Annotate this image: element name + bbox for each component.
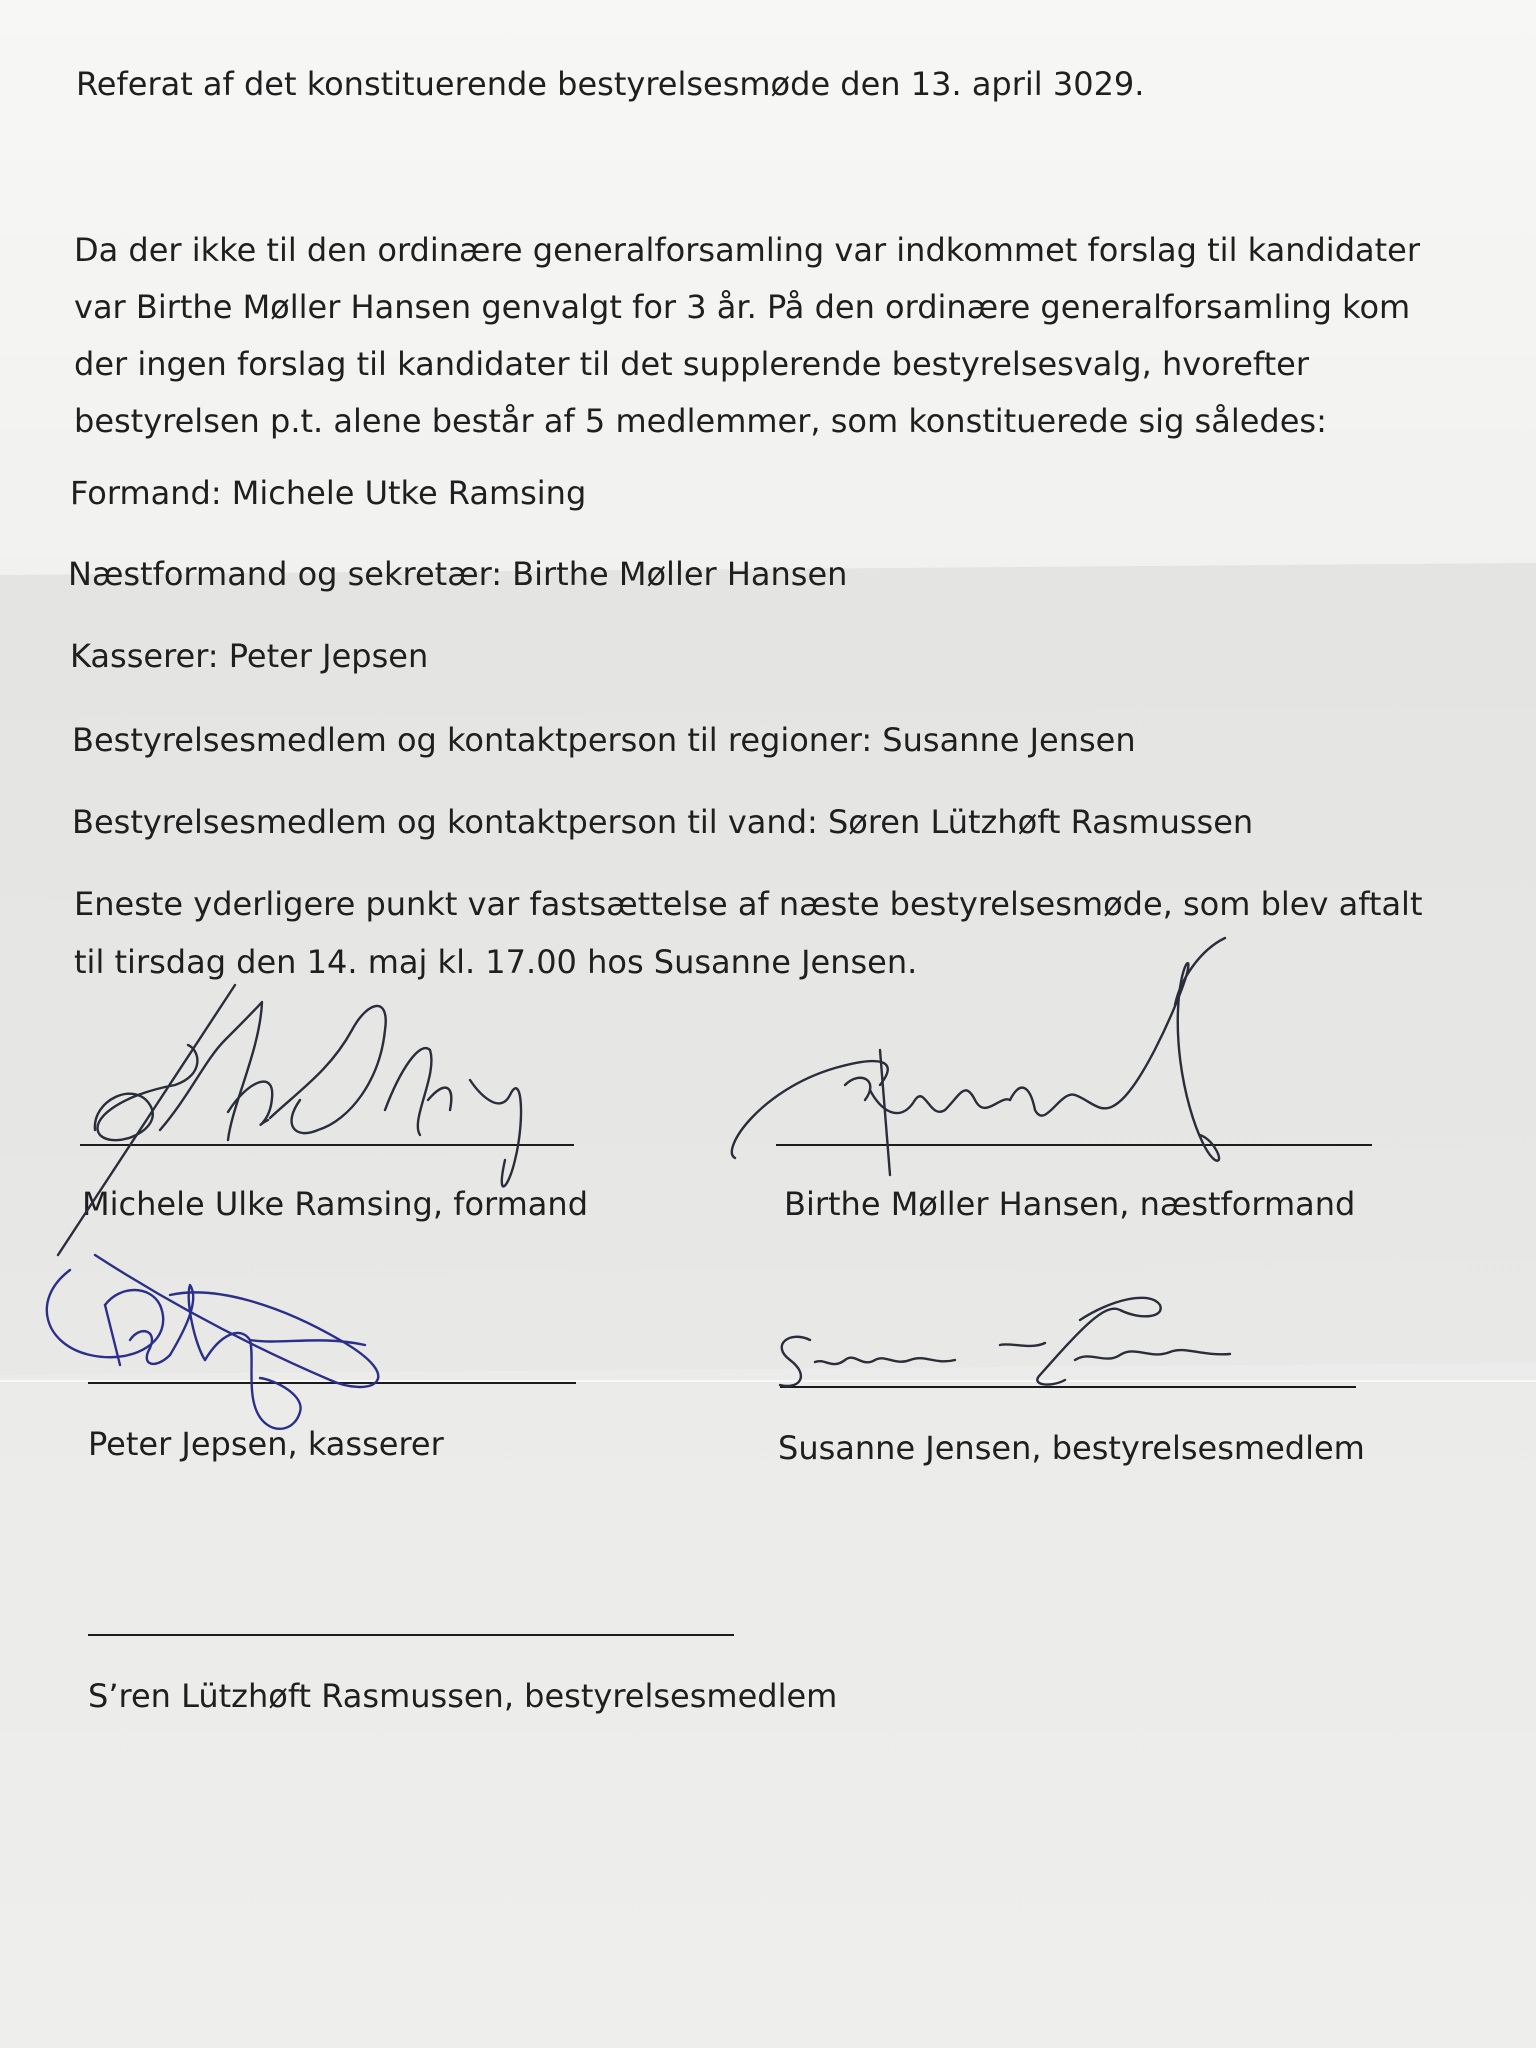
role-member-regions: Bestyrelsesmedlem og kontaktperson til regioner: Susanne Jensen [72,721,1136,759]
paragraph-line: var Birthe Møller Hansen genvalgt for 3 år. På den ordinære generalforsamling kom [74,288,1411,326]
signature-line-chair [80,1144,574,1146]
signature-caption-member-water: S’ren Lützhøft Rasmussen, bestyrelsesmedlem [88,1677,838,1715]
signature-caption-treasurer: Peter Jepsen, kasserer [88,1425,444,1463]
role-chair: Formand: Michele Utke Ramsing [70,474,587,512]
paragraph-line: der ingen forslag til kandidater til det supplerende bestyrelsesvalg, hvorefter [74,345,1309,383]
signature-line-member-regions [780,1386,1356,1388]
closing-line: Eneste yderligere punkt var fastsættelse af næste bestyrelsesmøde, som blev aftalt [74,885,1423,923]
signature-line-vice-chair [776,1144,1372,1146]
role-treasurer: Kasserer: Peter Jepsen [70,637,429,675]
signature-line-treasurer [88,1382,576,1384]
signature-line-member-water [88,1634,734,1636]
signature-caption-member-regions: Susanne Jensen, bestyrelsesmedlem [778,1429,1365,1467]
paragraph-line: bestyrelsen p.t. alene består af 5 medlemmer, som konstituerede sig således: [74,402,1327,440]
paragraph-line: Da der ikke til den ordinære generalforsamling var indkommet forslag til kandidater [74,231,1420,269]
signature-caption-chair: Michele Ulke Ramsing, formand [82,1185,588,1223]
role-member-water: Bestyrelsesmedlem og kontaktperson til vand: Søren Lützhøft Rasmussen [72,803,1254,841]
document-title: Referat af det konstituerende bestyrelsesmøde den 13. april 3029. [76,65,1145,103]
closing-line: til tirsdag den 14. maj kl. 17.00 hos Susanne Jensen. [74,943,918,981]
intro-paragraph [74,222,1454,450]
role-vice-chair: Næstformand og sekretær: Birthe Møller Hansen [68,555,848,593]
signature-caption-vice-chair: Birthe Møller Hansen, næstformand [784,1185,1356,1223]
